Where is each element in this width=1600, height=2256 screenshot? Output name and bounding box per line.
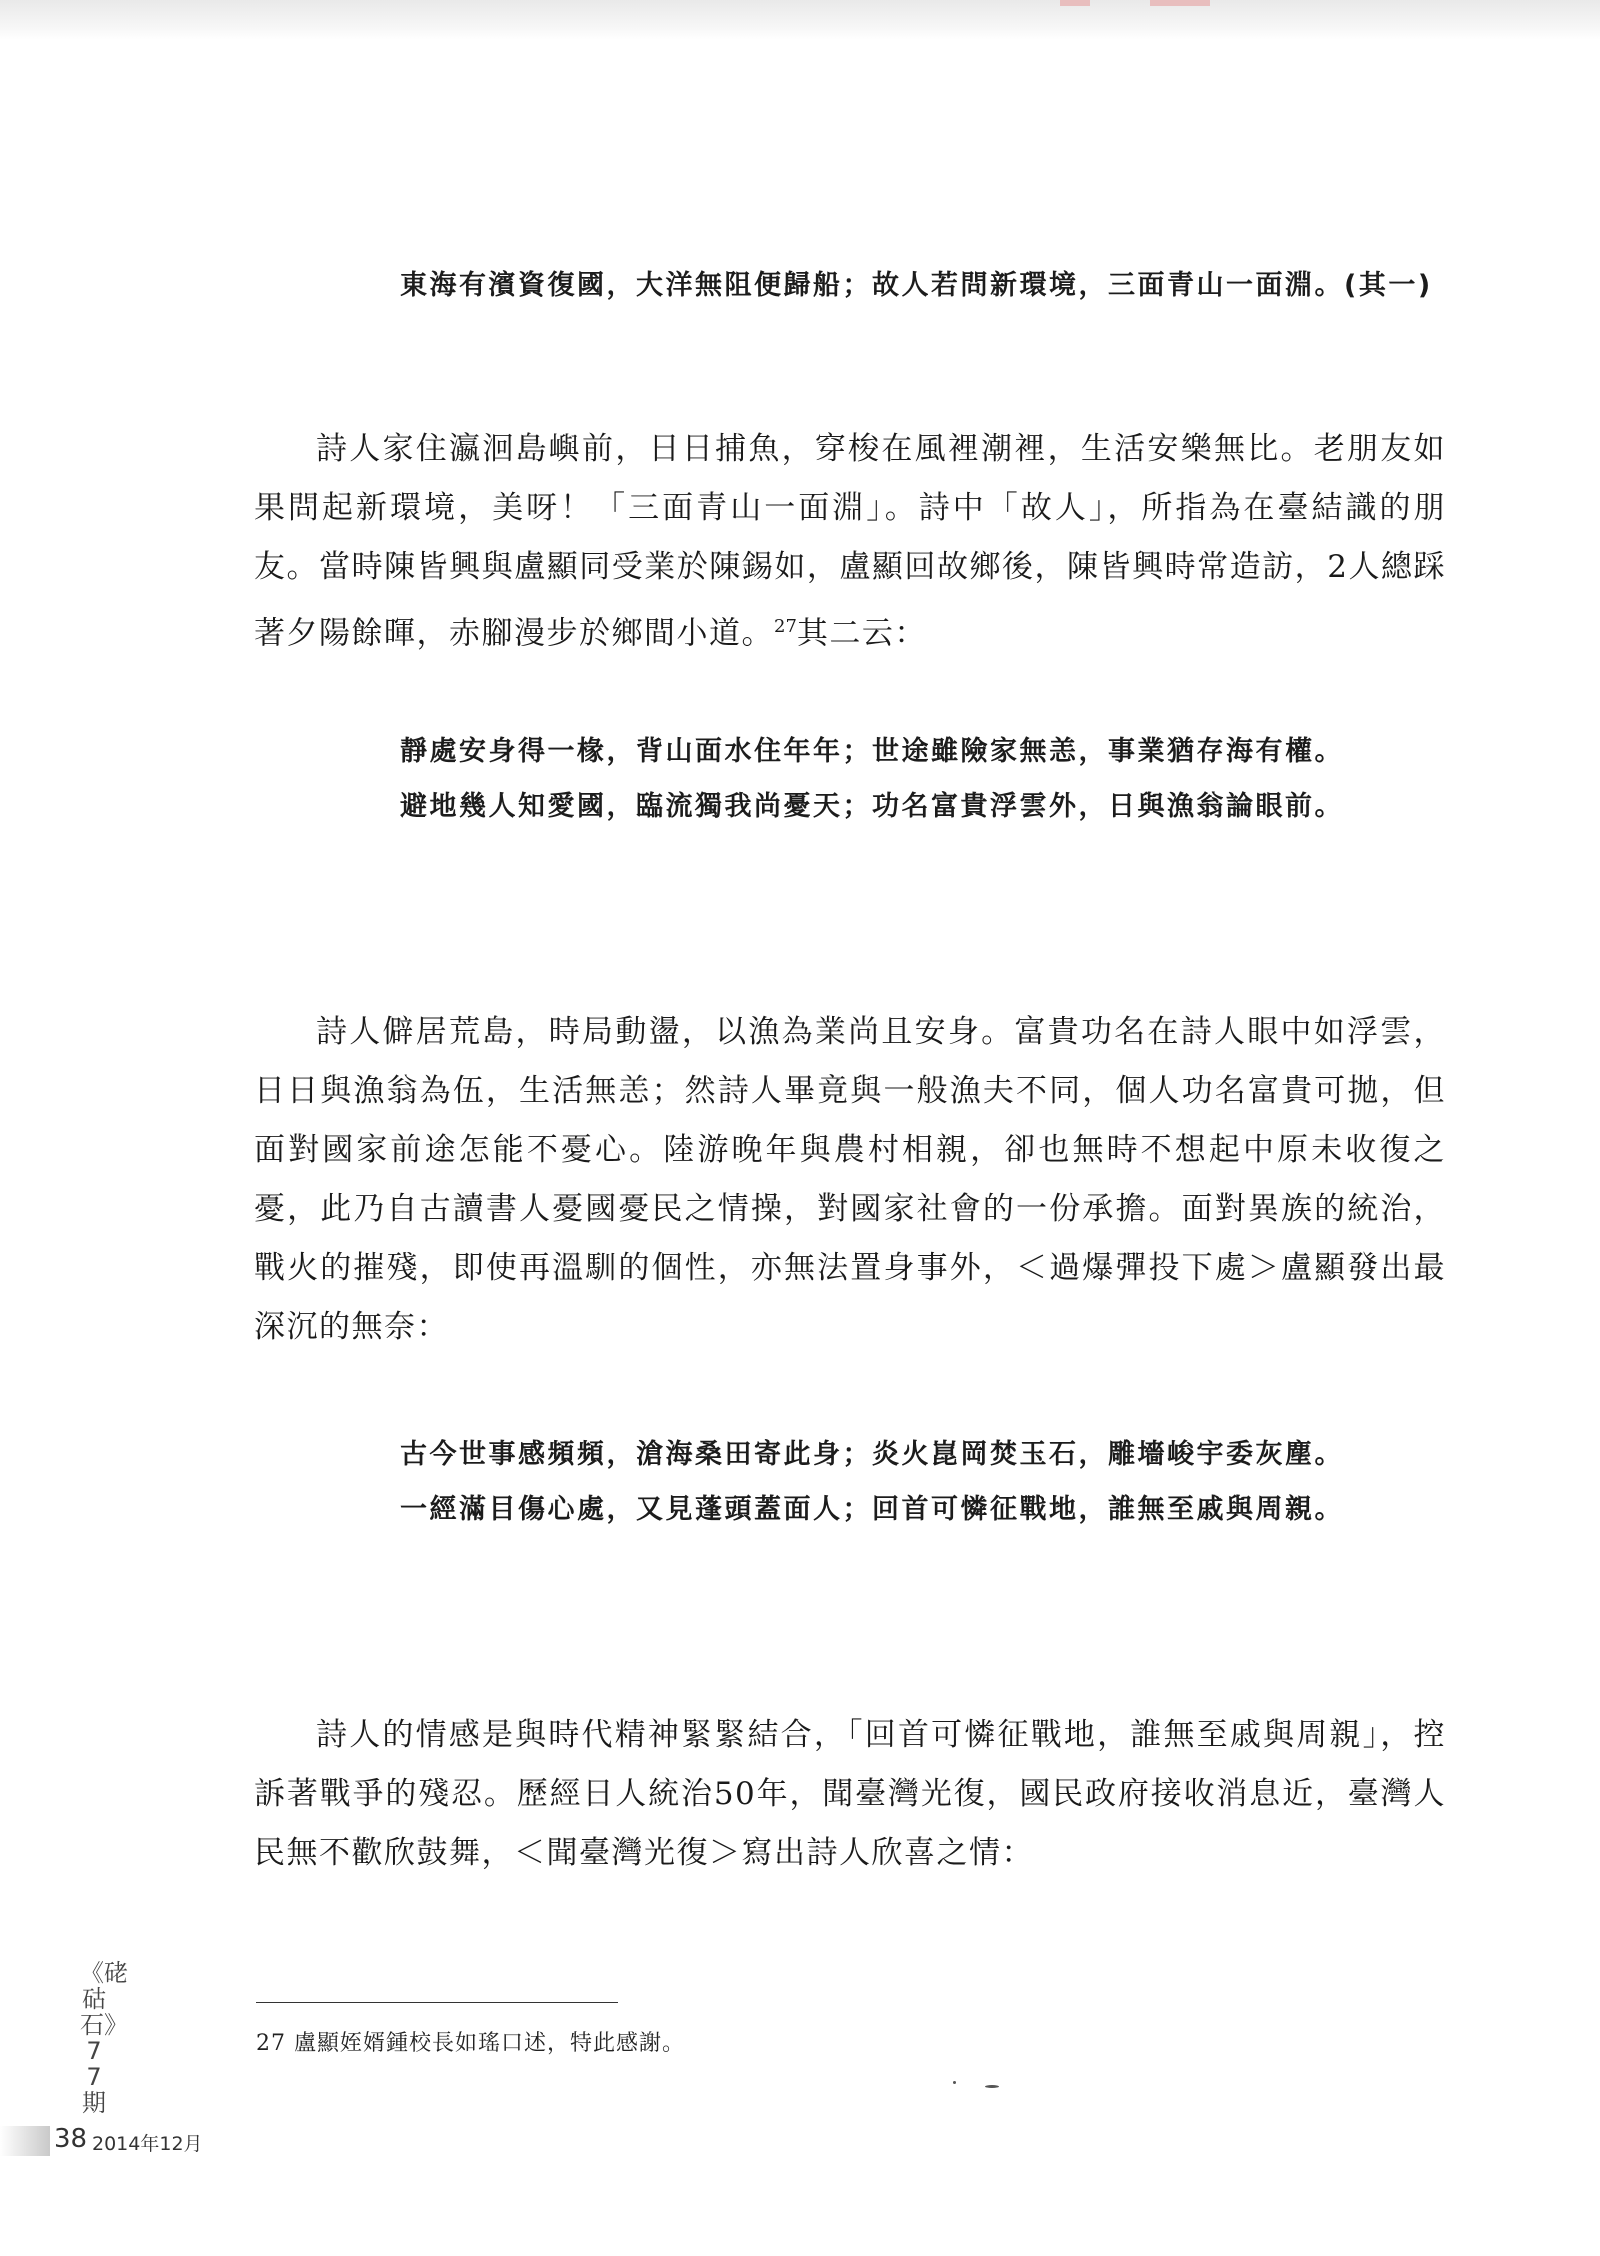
- body-paragraph-3: 詩人的情感是與時代精神緊緊結合，「回首可憐征戰地，誰無至戚與周親」，控訴著戰爭的殘忍。歷經日人統治50年，聞臺灣光復，國民政府接收消息近，臺灣人民無不歡欣鼓舞，＜聞臺灣光復＞寫出詩人欣喜之情：: [254, 1717, 1446, 1871]
- footnote-divider: [256, 2002, 618, 2003]
- poem-line: 一經滿目傷心處，又見蓬頭蓋面人；回首可憐征戰地，誰無至戚與周親。: [400, 1494, 1344, 1525]
- scan-top-mark: [1150, 0, 1210, 6]
- page-number: 38: [54, 2124, 88, 2154]
- poem-line: 古今世事感頻頻，滄海桑田寄此身；炎火崑岡焚玉石，雕墻峻宇委灰塵。: [400, 1439, 1344, 1470]
- footnote-ref: 27: [774, 616, 797, 637]
- issue-date: 2014年12月: [92, 2133, 203, 2155]
- paragraph-text: 其二云：: [796, 615, 927, 652]
- paragraph-text: 詩人家住瀛洄島嶼前，日日捕魚，穿梭在風裡潮裡，生活安樂無比。老朋友如果問起新環境，美呀！「三面青山一面淵」。詩中「故人」，所指為在臺結識的朋友。當時陳皆興與盧顯同受業於陳錫如，盧顯回故鄉後，陳皆興時常造訪，2人總踩著夕陽餘暉，赤腳漫步於鄉間小道。: [254, 431, 1446, 652]
- scan-speck: [953, 2081, 956, 2084]
- poem-line: 靜處安身得一椽，背山面水住年年；世途雖險家無恙，事業猶存海有權。: [400, 736, 1344, 767]
- page-number-band: [0, 2126, 50, 2156]
- poem-block-1: [400, 258, 1446, 313]
- scan-top-band: [0, 0, 1600, 40]
- body-paragraph-1: [254, 420, 1446, 663]
- poem-block-3: [400, 1427, 1446, 1537]
- footnote: 27 盧顯姪婿鍾校長如瑤口述，特此感謝。: [256, 2031, 685, 2056]
- scan-top-mark: [1060, 0, 1090, 6]
- poem-line: 避地幾人知愛國，臨流獨我尚憂天；功名富貴浮雲外，日與漁翁論眼前。: [400, 791, 1344, 822]
- poem-block-2: [400, 724, 1446, 834]
- body-paragraph-2: 詩人僻居荒島，時局動盪，以漁為業尚且安身。富貴功名在詩人眼中如浮雲，日日與漁翁為伍，生活無恙；然詩人畢竟與一般漁夫不同，個人功名富貴可拋，但面對國家前途怎能不憂心。陸游晚年與農村相親，卻也無時不想起中原未收復之憂，此乃自古讀書人憂國憂民之情操，對國家社會的一份承擔。面對異族的統治，戰火的摧殘，即使再溫馴的個性，亦無法置身事外，＜過爆彈投下處＞盧顯發出最深沉的無奈：: [254, 1014, 1446, 1345]
- scan-speck: [985, 2085, 999, 2088]
- poem-line: 東海有濱資復國，大洋無阻便歸船；故人若問新環境，三面青山一面淵。(其一): [400, 270, 1433, 301]
- magazine-title: 《硓𥑮石》77期: [80, 1959, 128, 2117]
